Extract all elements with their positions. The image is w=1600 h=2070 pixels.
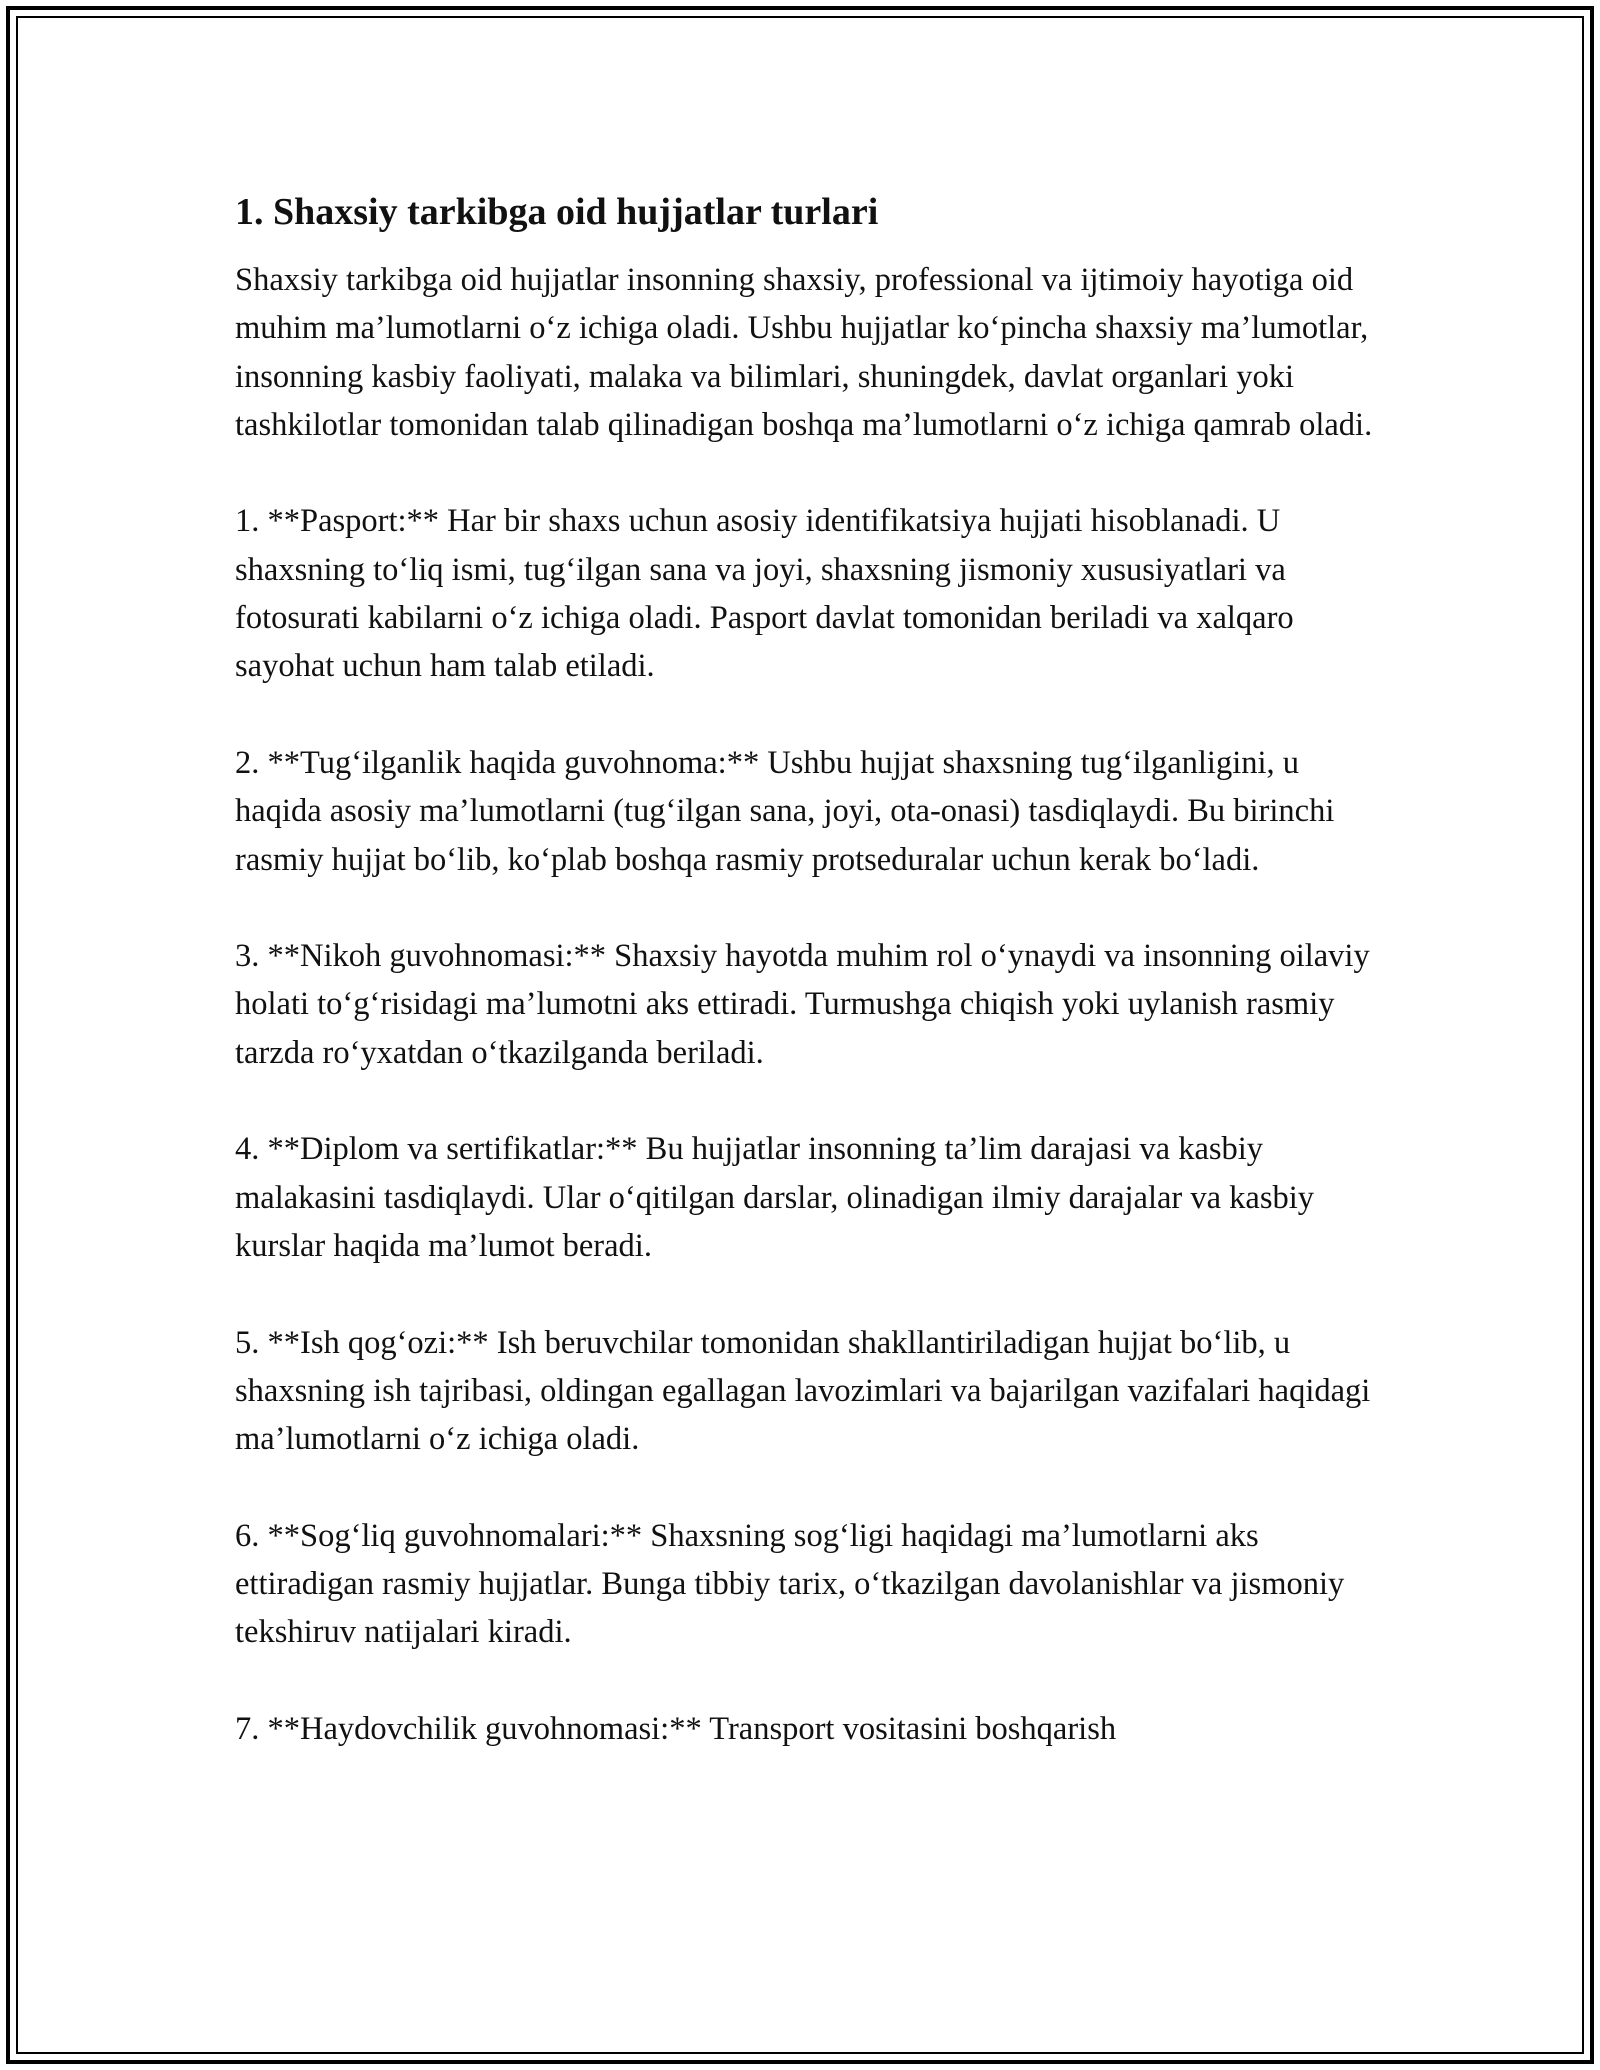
list-item-marriage-certificate: 3. **Nikoh guvohnomasi:** Shaxsiy hayotda muhim rol o‘ynaydi va insonning oilaviy holati to‘g‘risidagi ma’lumotni aks ettiradi. Turmushga chiqish yoki uylanish rasmiy tarzda ro‘yxatdan o‘tkazilganda beriladi. [235,938,1370,1071]
section-heading: 1. Shaxsiy tarkibga oid hujjatlar turlari [235,191,879,233]
intro-paragraph: Shaxsiy tarkibga oid hujjatlar insonning shaxsiy, professional va ijtimoiy hayotiga oid muhim ma’lumotlarni o‘z ichiga oladi. Ushbu hujjatlar ko‘pincha shaxsiy ma’lumotlar, insonning kasbiy faoliyati, malaka va bilimlari, shuningdek, davlat organlari yoki tashkilotlar tomonidan talab qilinadigan boshqa ma’lumotlarni o‘z ichiga qamrab oladi. [235,262,1373,443]
list-item-birth-certificate: 2. **Tug‘ilganlik haqida guvohnoma:** Ushbu hujjat shaxsning tug‘ilganligini, u haqida asosiy ma’lumotlarni (tug‘ilgan sana, joyi, ota-onasi) tasdiqlaydi. Bu birinchi rasmiy hujjat bo‘lib, ko‘plab boshqa rasmiy protseduralar uchun kerak bo‘ladi. [235,744,1335,878]
list-item-driving-license: 7. **Haydovchilik guvohnomasi:** Transport vositasini boshqarish [235,1710,1117,1747]
list-item-passport: 1. **Pasport:** Har bir shaxs uchun asosiy identifikatsiya hujjati hisoblanadi. U shaxsning to‘liq ismi, tug‘ilgan sana va joyi, shaxsning jismoniy xususiyatlari va fotosurati kabilarni o‘z ichiga oladi. Pasport davlat tomonidan beriladi va xalqaro sayohat uchun ham talab etiladi. [235,503,1294,685]
list-item-work-record: 5. **Ish qog‘ozi:** Ish beruvchilar tomonidan shakllantiriladigan hujjat bo‘lib, u shaxsning ish tajribasi, oldingan egallagan lavozimlari va bajarilgan vazifalari haqidagi ma’lumotlarni o‘z ichiga oladi. [235,1324,1371,1458]
list-item-health-certificates: 6. **Sog‘liq guvohnomalari:** Shaxsning sog‘ligi haqidagi ma’lumotlarni aks ettiradigan rasmiy hujjatlar. Bunga tibbiy tarix, o‘tkazilgan davolanishlar va jismoniy tekshiruv natijalari kiradi. [235,1517,1345,1651]
list-item-diplomas: 4. **Diplom va sertifikatlar:** Bu hujjatlar insonning ta’lim darajasi va kasbiy malakasini tasdiqlaydi. Ular o‘qitilgan darslar, olinadigan ilmiy darajalar va kasbiy kurslar haqida ma’lumot beradi. [235,1131,1315,1264]
document-body [235,188,1385,1753]
